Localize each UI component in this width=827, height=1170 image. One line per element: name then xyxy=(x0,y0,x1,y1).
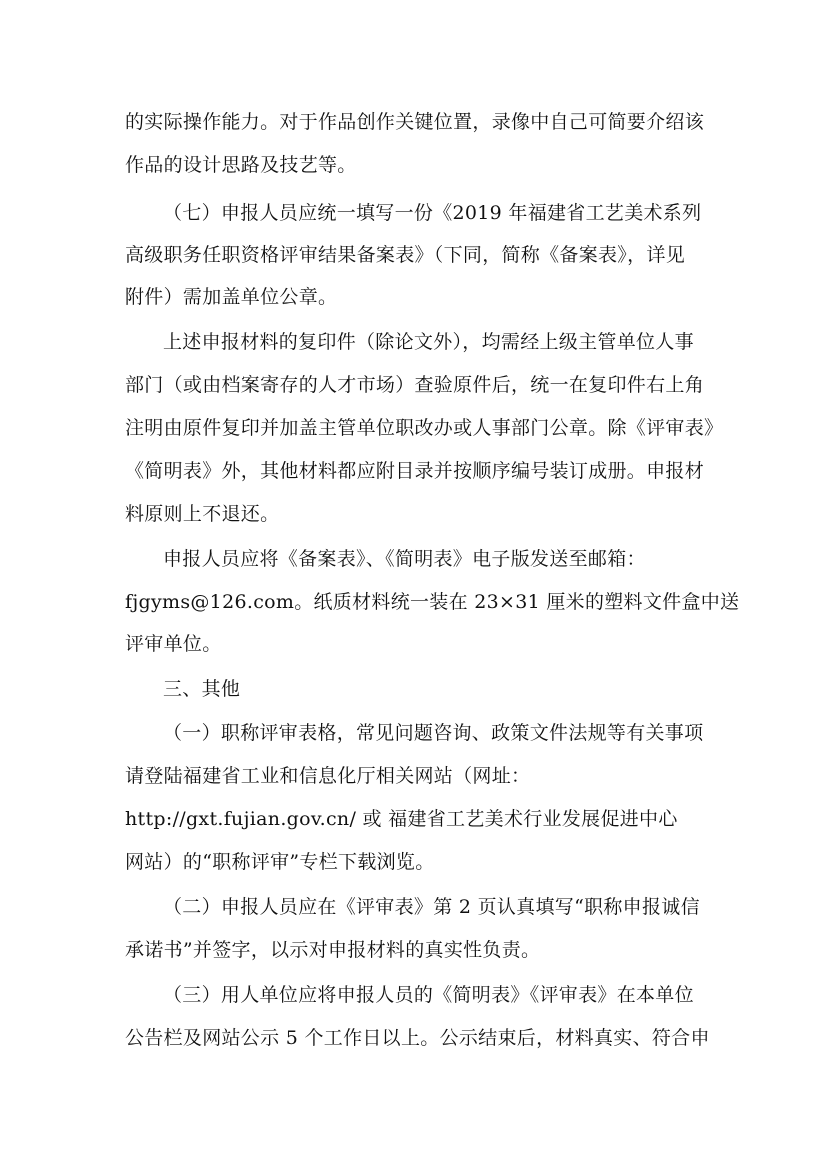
text-line: 请登陆福建省工业和信息化厅相关网站（网址： xyxy=(125,765,531,787)
text-line: 附件）需加盖单位公章。 xyxy=(125,286,338,308)
text-line: （二）申报人员应在《评审表》第 2 页认真填写“职称申报诚信 xyxy=(163,896,700,918)
text-line: 作品的设计思路及技艺等。 xyxy=(125,154,357,176)
text-line: 申报人员应将《备案表》、《简明表》电子版发送至邮箱： xyxy=(163,548,646,570)
section-heading: 三、其他 xyxy=(163,678,241,700)
text-line: 公告栏及网站公示 5 个工作日以上。公示结束后，材料真实、符合申 xyxy=(125,1027,710,1049)
text-line: 高级职务任职资格评审结果备案表》（下同，简称《备案表》，详见 xyxy=(125,244,686,266)
text-line: 评审单位。 xyxy=(125,633,222,655)
text-line: 料原则上不退还。 xyxy=(125,503,280,525)
text-line: 上述申报材料的复印件（除论文外），均需经上级主管单位人事 xyxy=(163,331,694,353)
text-line: 承诺书”并签字，以示对申报材料的真实性负责。 xyxy=(125,939,541,961)
text-line: fjgyms@126.com。纸质材料统一装在 23×31 厘米的塑料文件盒中送 xyxy=(125,591,740,613)
text-line: （三）用人单位应将申报人员的《简明表》《评审表》在本单位 xyxy=(163,984,694,1006)
text-line: （一）职称评审表格，常见问题咨询、政策文件法规等有关事项 xyxy=(163,722,704,744)
text-line: http://gxt.fujian.gov.cn/ 或 福建省工艺美术行业发展促进中心 xyxy=(125,808,678,830)
text-line: 《简明表》外，其他材料都应附目录并按顺序编号装订成册。申报材 xyxy=(125,460,705,482)
text-line: 部门（或由档案寄存的人才市场）查验原件后，统一在复印件右上角 xyxy=(125,374,705,396)
text-line: 注明由原件复印并加盖主管单位职改办或人事部门公章。除《评审表》 xyxy=(125,417,724,439)
text-line: （七）申报人员应统一填写一份《2019 年福建省工艺美术系列 xyxy=(163,202,702,224)
text-line: 网站）的“职称评审”专栏下载浏览。 xyxy=(125,851,435,873)
text-line: 的实际操作能力。对于作品创作关键位置，录像中自己可简要介绍该 xyxy=(125,111,705,133)
